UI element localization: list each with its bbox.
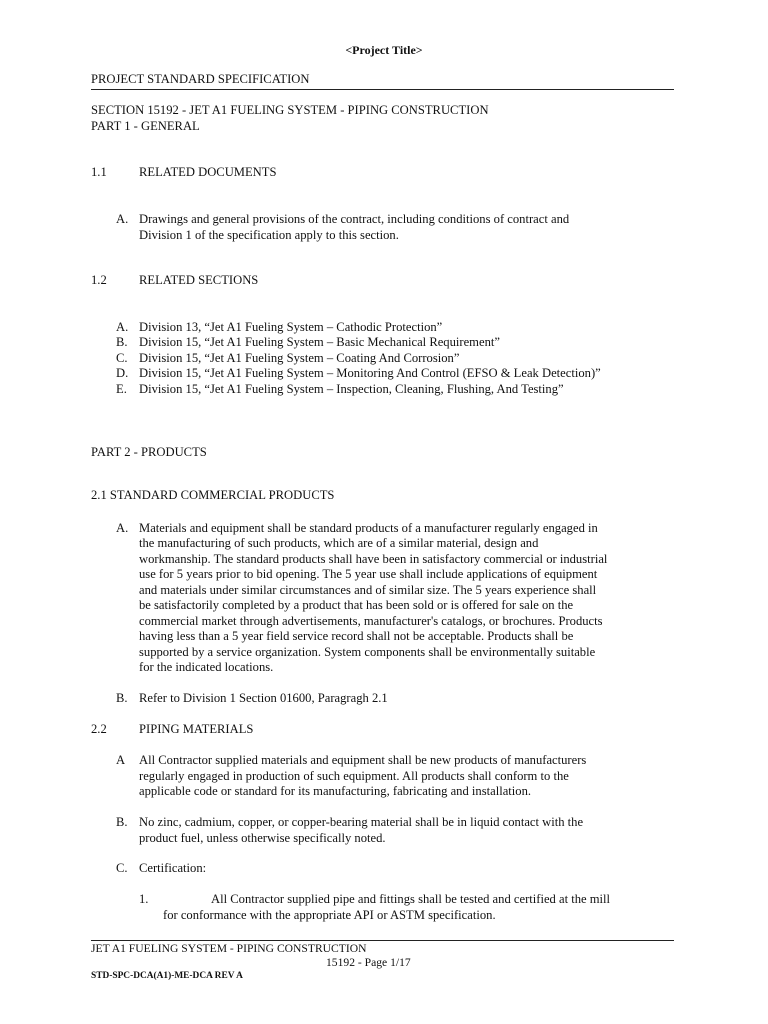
s21-a-line: workmanship. The standard products shall have been in satisfactory commercial or industrial [139, 552, 608, 566]
section-title: SECTION 15192 - JET A1 FUELING SYSTEM - PIPING CONSTRUCTION [91, 103, 489, 117]
s21-a-line: Materials and equipment shall be standard products of a manufacturer regularly engaged in [139, 521, 598, 535]
section-1-1-number: 1.1 [91, 165, 107, 179]
s22-c1-number: 1. [139, 892, 149, 906]
s22-b-line: No zinc, cadmium, copper, or copper-bearing material shall be in liquid contact with the [139, 815, 584, 829]
s12-item-a-letter: A. [116, 320, 129, 334]
s12-item-b-letter: B. [116, 335, 128, 349]
s12-item-e: Division 15, “Jet A1 Fueling System – Inspection, Cleaning, Flushing, And Testing” [139, 382, 564, 396]
s22-b-line: product fuel, unless otherwise specifically noted. [139, 831, 386, 845]
s22-c1-line2: for conformance with the appropriate API or ASTM specification. [163, 908, 496, 922]
s21-a-line: commercial market through advertisements, manufacturer's catalogs, or brochures. Products [139, 614, 603, 628]
s21-a-line: having less than a 5 year field service record shall not be acceptable. Products shall be [139, 629, 574, 643]
part1-heading: PART 1 - GENERAL [91, 119, 200, 133]
s12-item-e-letter: E. [116, 382, 127, 396]
header-rule [91, 89, 674, 90]
s21-b-letter: B. [116, 691, 128, 705]
s12-item-c-letter: C. [116, 351, 128, 365]
section-2-1-title: 2.1 STANDARD COMMERCIAL PRODUCTS [91, 488, 335, 502]
s22-a-line: applicable code or standard for its manufacturing, fabricating and installation. [139, 784, 532, 798]
s11-a-line1: Drawings and general provisions of the contract, including conditions of contract and [139, 212, 570, 226]
section-1-2-number: 1.2 [91, 273, 107, 287]
section-2-2-title: PIPING MATERIALS [139, 722, 254, 736]
s12-item-a: Division 13, “Jet A1 Fueling System – Cathodic Protection” [139, 320, 443, 334]
s22-c-text: Certification: [139, 861, 207, 875]
section-1-1-title: RELATED DOCUMENTS [139, 165, 277, 179]
s21-a-line: the manufacturing of such products, which are of a similar material, design and [139, 536, 539, 550]
s21-a-line: for the indicated locations. [139, 660, 274, 674]
s21-a-line: be satisfactorily completed by a product that has been sold or is offered for sale on the [139, 598, 574, 612]
s22-b-letter: B. [116, 815, 128, 829]
s21-a-line: supported by a service organization. System components shall be environmentally suitable [139, 645, 596, 659]
s21-b-text: Refer to Division 1 Section 01600, Paragragh 2.1 [139, 691, 388, 705]
section-2-2-number: 2.2 [91, 722, 107, 736]
s22-a-line: All Contractor supplied materials and equipment shall be new products of manufacturers [139, 753, 587, 767]
section-1-2-title: RELATED SECTIONS [139, 273, 259, 287]
s22-a-letter: A [116, 753, 126, 767]
s21-a-line: use for 5 years prior to bid opening. The 5 year use shall include applications of equipment [139, 567, 598, 581]
footer-page-number: 15192 - Page 1/17 [326, 956, 411, 969]
spec-label: PROJECT STANDARD SPECIFICATION [91, 72, 310, 86]
project-title: <Project Title> [345, 43, 423, 57]
s12-item-d-letter: D. [116, 366, 129, 380]
s12-item-d: Division 15, “Jet A1 Fueling System – Monitoring And Control (EFSO & Leak Detection)” [139, 366, 601, 380]
s12-item-c: Division 15, “Jet A1 Fueling System – Coating And Corrosion” [139, 351, 460, 365]
s11-a-letter: A. [116, 212, 129, 226]
s22-c1-line1: All Contractor supplied pipe and fittings shall be tested and certified at the mill [211, 892, 611, 906]
s21-a-letter: A. [116, 521, 129, 535]
s11-a-line2: Division 1 of the specification apply to this section. [139, 228, 399, 242]
footer-title: JET A1 FUELING SYSTEM - PIPING CONSTRUCTION [91, 942, 367, 955]
part2-heading: PART 2 - PRODUCTS [91, 445, 207, 459]
s22-a-line: regularly engaged in production of such equipment. All products shall conform to the [139, 769, 569, 783]
s21-a-line: and materials under similar circumstances and of similar size. The 5 years experience shall [139, 583, 597, 597]
s12-item-b: Division 15, “Jet A1 Fueling System – Basic Mechanical Requirement” [139, 335, 500, 349]
footer-doc-code: STD-SPC-DCA(A1)-ME-DCA REV A [91, 971, 243, 981]
s22-c-letter: C. [116, 861, 128, 875]
